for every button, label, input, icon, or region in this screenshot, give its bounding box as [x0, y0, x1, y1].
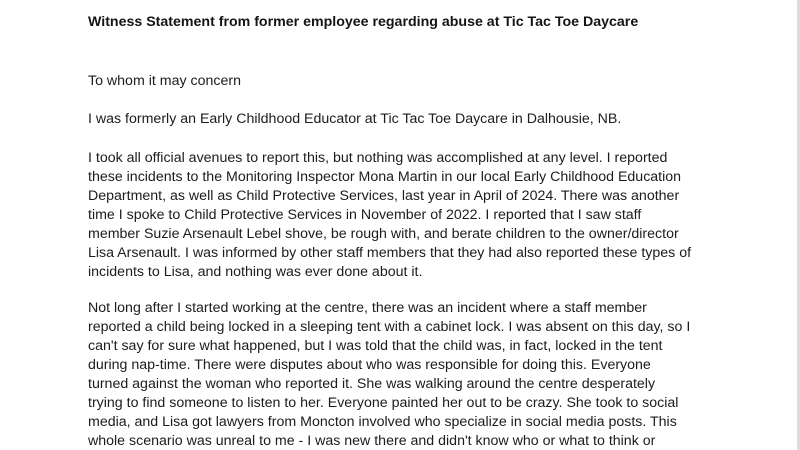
- paragraph-line: I was formerly an Early Childhood Educator at Tic Tac Toe Daycare in Dalhousie, NB.: [88, 111, 622, 127]
- paragraph-line: trying to find someone to listen to her. Everyone painted her out to be crazy. She took to social: [88, 395, 679, 411]
- paragraph-line: these incidents to the Monitoring Inspector Mona Martin in our local Early Childhood Education: [88, 169, 682, 185]
- paragraph-line: I took all official avenues to report this, but nothing was accomplished at any level. I reported: [88, 150, 668, 166]
- paragraph-line: time I spoke to Child Protective Services in November of 2022. I reported that I saw staff: [88, 207, 642, 223]
- paragraph-incident: [88, 299, 690, 450]
- paragraph-line: Lisa Arsenault. I was informed by other staff members that they had also reported these types of: [88, 245, 692, 261]
- paragraph-line: reported a child being locked in a sleeping tent with a cabinet lock. I was absent on this day, so I: [88, 319, 691, 335]
- paragraph-line: whole scenario was unreal to me - I was new there and didn't know who or what to think or: [88, 433, 656, 449]
- paragraph-line: can't say for sure what happened, but I was told that the child was, in fact, locked in the tent: [88, 338, 663, 354]
- paragraph-employment: [88, 110, 621, 129]
- paragraph-reports: [88, 149, 691, 282]
- paragraph-line: media, and Lisa got lawyers from Moncton involved who specialize in social media posts. This: [88, 414, 677, 430]
- document-title: Witness Statement from former employee regarding abuse at Tic Tac Toe Daycare: [88, 14, 639, 30]
- paragraph-line: Not long after I started working at the centre, there was an incident where a staff member: [88, 300, 647, 316]
- paragraph-line: Department, as well as Child Protective Services, last year in April of 2024. There was another: [88, 188, 680, 204]
- paragraph-line: incidents to Lisa, and nothing was ever done about it.: [88, 264, 423, 280]
- paragraph-line: during nap-time. There were disputes about who was responsible for doing this. Everyone: [88, 357, 651, 373]
- paragraph-line: member Suzie Arsenault Lebel shove, be rough with, and berate children to the owner/director: [88, 226, 679, 242]
- salutation: To whom it may concern: [88, 73, 241, 89]
- paragraph-line: turned against the woman who reported it. She was walking around the centre desperately: [88, 376, 656, 392]
